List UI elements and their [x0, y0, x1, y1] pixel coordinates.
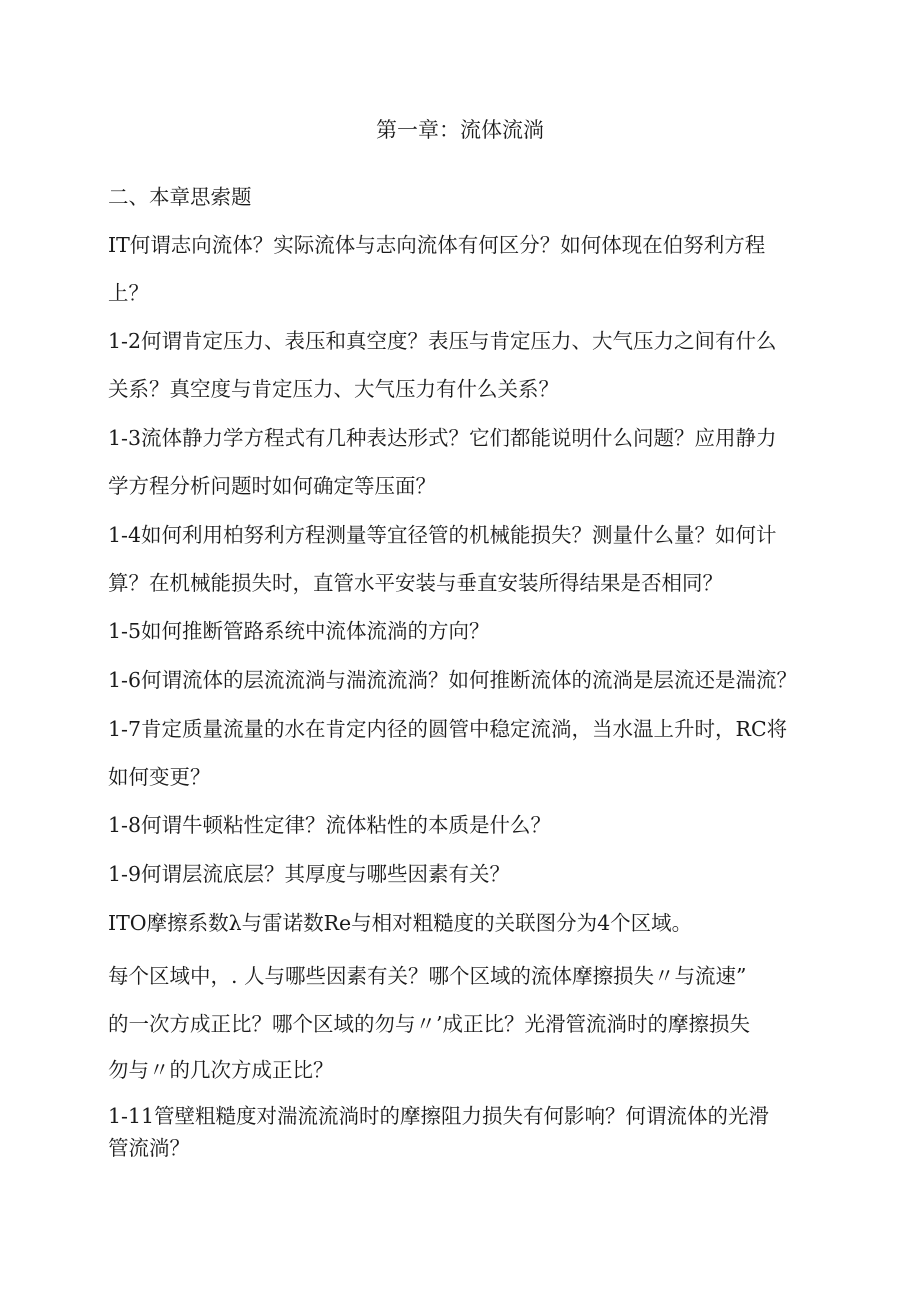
question-1-9: 1-9何谓层流底层？其厚度与哪些因素有关？ — [108, 862, 511, 886]
question-1-3-line-1: 1-3流体静力学方程式有几种表达形式？它们都能说明什么问题？应用静力 — [108, 426, 777, 450]
question-1-1-line-1: IT何谓志向流体？实际流体与志向流体有何区分？如何体现在伯努利方程 — [108, 233, 766, 257]
question-1-4-line-2: 算？在机械能损失时，直管水平安装与垂直安装所得结果是否相同？ — [108, 571, 723, 595]
question-1-10-line-2: 每个区域中，. 人与哪些因素有关？哪个区域的流体摩擦损失〃与流速” — [108, 964, 747, 988]
question-1-1-line-2: 上？ — [108, 281, 149, 305]
question-1-10-line-3: 的一次方成正比？哪个区域的勿与〃’成正比？光滑管流淌时的摩擦损失 — [108, 1012, 751, 1036]
question-1-11-line-1: 1-11管壁粗糙度对湍流流淌时的摩擦阻力损失有何影响？何谓流体的光滑 — [108, 1104, 770, 1128]
question-1-2-line-2: 关系？真空度与肯定压力、大气压力有什么关系？ — [108, 377, 559, 401]
question-1-6: 1-6何谓流体的层流流淌与湍流流淌？如何推断流体的流淌是层流还是湍流？ — [108, 668, 798, 692]
question-1-2-line-1: 1-2何谓肯定压力、表压和真空度？表压与肯定压力、大气压力之间有什么 — [108, 329, 777, 353]
question-1-5: 1-5如何推断管路系统中流体流淌的方向？ — [108, 619, 490, 643]
question-1-7-line-1: 1-7肯定质量流量的水在肯定内径的圆管中稳定流淌，当水温上升时，RC将 — [108, 717, 788, 741]
question-1-4-line-1: 1-4如何利用柏努利方程测量等宜径管的机械能损失？测量什么量？如何计 — [108, 523, 777, 547]
question-1-3-line-2: 学方程分析问题时如何确定等压面？ — [108, 474, 436, 498]
question-1-8: 1-8何谓牛顿粘性定律？流体粘性的本质是什么？ — [108, 813, 552, 837]
question-1-11-line-2: 管流淌？ — [108, 1136, 190, 1160]
question-1-10-line-1: ITO摩擦系数λ与雷诺数Re与相对粗糙度的关联图分为4个区域。 — [108, 911, 693, 935]
chapter-title: 第一章：流体流淌 — [376, 118, 544, 142]
section-heading: 二、本章思索题 — [108, 185, 252, 209]
question-1-7-line-2: 如何变更？ — [108, 765, 211, 789]
question-1-10-line-4: 勿与〃的几次方成正比？ — [108, 1058, 334, 1082]
